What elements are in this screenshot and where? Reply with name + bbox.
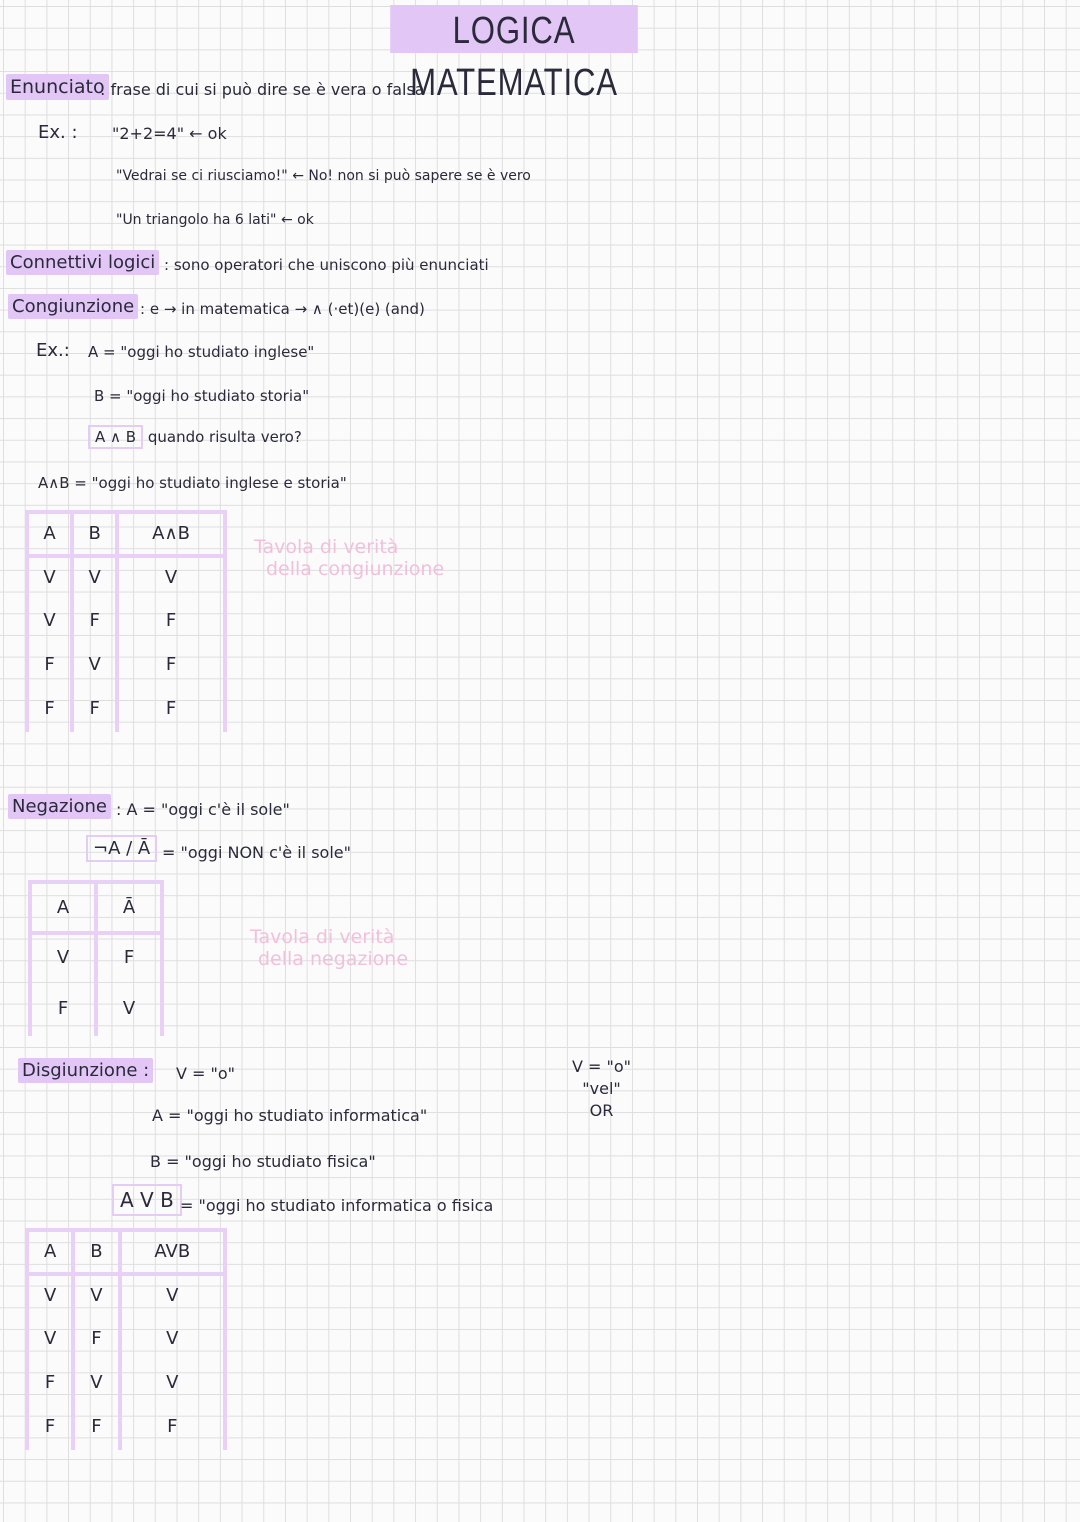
conjunction-table-note: Tavola di verità della congiunzione bbox=[254, 536, 445, 580]
table-row bbox=[27, 1274, 225, 1318]
table-cell: F bbox=[30, 983, 96, 1034]
table-cell: V bbox=[120, 1361, 225, 1405]
table-cell: F bbox=[117, 686, 225, 730]
table-row bbox=[27, 643, 225, 687]
table-cell: V bbox=[96, 983, 162, 1034]
negazione-term: Negazione bbox=[8, 796, 111, 817]
connettivi-definition: : sono operatori che uniscono più enunciati bbox=[164, 256, 489, 274]
disjunction-truth-table bbox=[25, 1228, 227, 1450]
ex-label: Ex. : bbox=[38, 122, 78, 143]
table-cell: V bbox=[27, 1274, 73, 1318]
connettivi-term: Connettivi logici bbox=[6, 252, 159, 273]
example-2: "Vedrai se ci riusciamo!" ← No! non si può sapere se è vero bbox=[116, 168, 531, 184]
table-cell: V bbox=[120, 1317, 225, 1361]
table-cell: V bbox=[120, 1274, 225, 1318]
table-header-row bbox=[27, 1230, 225, 1274]
table-row bbox=[27, 599, 225, 643]
table-header-cell: B bbox=[73, 1230, 119, 1274]
table-cell: F bbox=[27, 1404, 73, 1448]
table-cell: V bbox=[27, 556, 72, 600]
page-title: LOGICA MATEMATICA bbox=[390, 5, 638, 53]
table-row bbox=[27, 556, 225, 600]
enunciato-term: Enunciato bbox=[6, 76, 109, 98]
table-cell: F bbox=[120, 1404, 225, 1448]
example-3: "Un triangolo ha 6 lati" ← ok bbox=[116, 212, 314, 228]
congiunzione-term: Congiunzione bbox=[8, 296, 138, 317]
table-cell: V bbox=[73, 1274, 119, 1318]
table-header-cell: A∧B bbox=[117, 512, 225, 556]
table-header-row bbox=[30, 882, 162, 933]
table-row bbox=[27, 1361, 225, 1405]
statement-b: B = "oggi ho studiato storia" bbox=[94, 387, 310, 405]
table-header-cell: AVB bbox=[120, 1230, 225, 1274]
table-cell: F bbox=[72, 686, 117, 730]
disjunction-statement-a: A = "oggi ho studiato informatica" bbox=[152, 1106, 428, 1125]
table-cell: V bbox=[117, 556, 225, 600]
table-cell: F bbox=[96, 933, 162, 984]
disjunction-box: A V B bbox=[112, 1188, 182, 1212]
table-cell: F bbox=[117, 599, 225, 643]
table-cell: F bbox=[117, 643, 225, 687]
table-header-cell: A bbox=[27, 1230, 73, 1274]
congiunzione-definition: : e → in matematica → ∧ (·et)(e) (and) bbox=[140, 300, 425, 318]
disjunction-symbol: V = "o" bbox=[176, 1064, 236, 1083]
conjunction-truth-table bbox=[25, 510, 227, 732]
negation-statement-a: : A = "oggi c'è il sole" bbox=[116, 800, 290, 819]
table-cell: F bbox=[72, 599, 117, 643]
table-row bbox=[30, 983, 162, 1034]
table-cell: V bbox=[30, 933, 96, 984]
table-header-cell: A bbox=[30, 882, 96, 933]
table-cell: V bbox=[73, 1361, 119, 1405]
table-row bbox=[27, 1317, 225, 1361]
enunciato-definition: : frase di cui si può dire se è vera o falsa bbox=[100, 80, 425, 99]
table-cell: V bbox=[72, 643, 117, 687]
disgiunzione-term: Disgiunzione : bbox=[18, 1060, 153, 1081]
negation-truth-table bbox=[28, 880, 164, 1036]
negation-result: = "oggi NON c'è il sole" bbox=[162, 843, 351, 862]
negation-table-note: Tavola di verità della negazione bbox=[250, 926, 409, 970]
table-cell: F bbox=[73, 1404, 119, 1448]
disjunction-statement-b: B = "oggi ho studiato fisica" bbox=[150, 1152, 376, 1171]
table-header-row bbox=[27, 512, 225, 556]
table-header-cell: Ā bbox=[96, 882, 162, 933]
table-row bbox=[27, 1404, 225, 1448]
table-row bbox=[27, 686, 225, 730]
table-cell: V bbox=[27, 1317, 73, 1361]
conjunction-result: A∧B = "oggi ho studiato inglese e storia" bbox=[38, 474, 347, 492]
example-1: "2+2=4" ← ok bbox=[112, 124, 227, 143]
disjunction-result: = "oggi ho studiato informatica o fisica bbox=[180, 1196, 494, 1215]
table-cell: F bbox=[27, 686, 72, 730]
table-row bbox=[30, 933, 162, 984]
table-cell: V bbox=[72, 556, 117, 600]
table-cell: F bbox=[73, 1317, 119, 1361]
table-cell: V bbox=[27, 599, 72, 643]
disjunction-side-note: V = "o" "vel" OR bbox=[572, 1057, 632, 1120]
table-header-cell: A bbox=[27, 512, 72, 556]
table-cell: F bbox=[27, 643, 72, 687]
negation-symbol: ¬A / Ā bbox=[86, 838, 157, 859]
table-cell: F bbox=[27, 1361, 73, 1405]
question: A ∧ B quando risulta vero? bbox=[88, 428, 302, 446]
statement-a: A = "oggi ho studiato inglese" bbox=[88, 343, 315, 361]
ex-label: Ex.: bbox=[36, 340, 70, 361]
table-header-cell: B bbox=[72, 512, 117, 556]
